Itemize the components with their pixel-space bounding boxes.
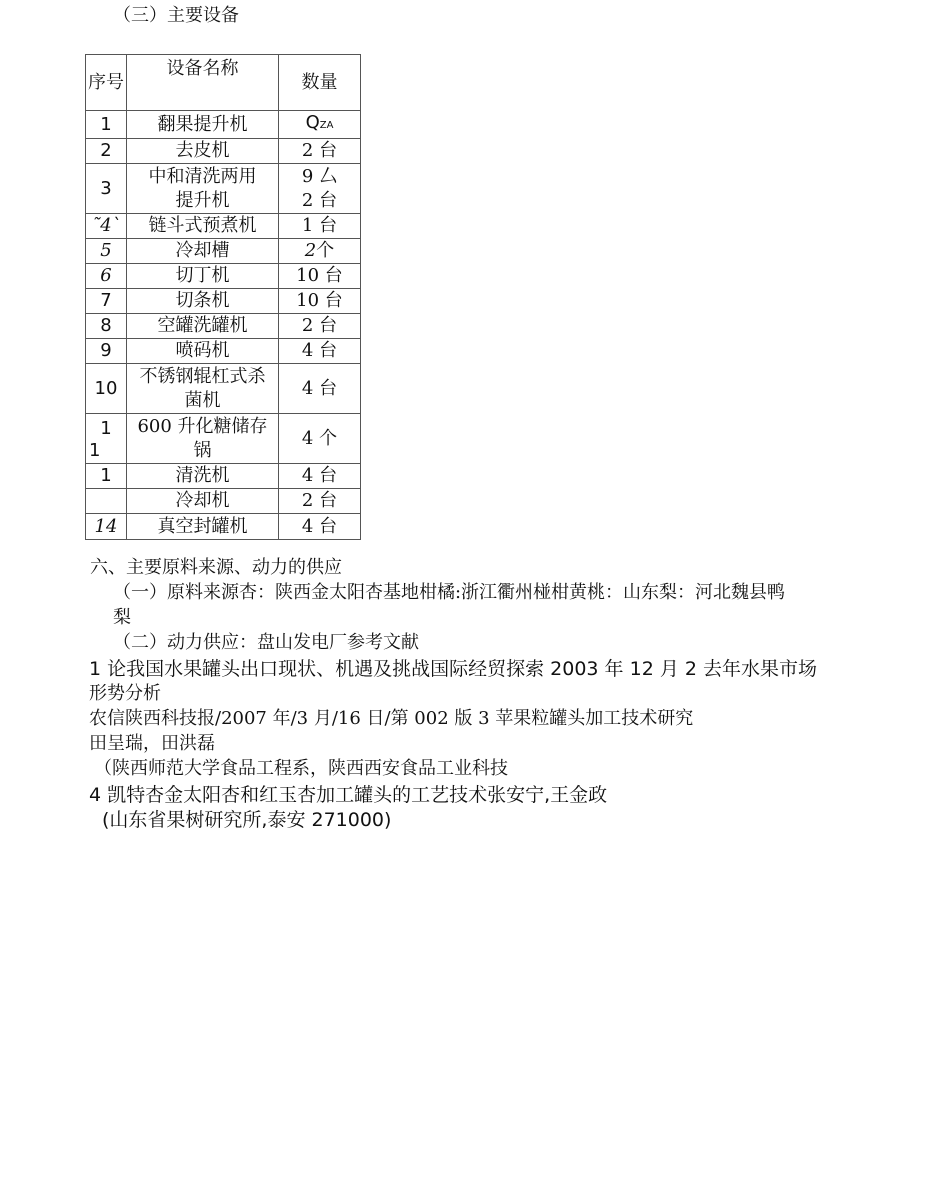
row-qty: 9 厶 2 台	[279, 164, 361, 214]
row-no: 8	[86, 314, 127, 339]
table-row	[86, 414, 361, 464]
row-qty: 4 台	[279, 339, 361, 364]
row-name: 不锈钢辊杠式杀 菌机	[127, 364, 279, 414]
row-qty: 2个	[279, 239, 361, 264]
table-row	[86, 339, 361, 364]
row-name: 清洗机	[127, 464, 279, 489]
reference-1-cont: 形势分析	[89, 683, 161, 704]
row-no: ˜4ˋ	[86, 214, 127, 239]
table-row	[86, 514, 361, 540]
row-name: 冷却槽	[127, 239, 279, 264]
table-row	[86, 489, 361, 514]
row-name: 中和清洗两用 提升机	[127, 164, 279, 214]
row-no: 9	[86, 339, 127, 364]
row-name: 600 升化糖储存 锅	[127, 414, 279, 464]
row-no: 1	[86, 111, 127, 139]
row-no: 7	[86, 289, 127, 314]
table-row	[86, 314, 361, 339]
table-row	[86, 464, 361, 489]
row-no	[86, 489, 127, 514]
row-name: 喷码机	[127, 339, 279, 364]
reference-authors: 田呈瑞，田洪磊	[89, 733, 215, 754]
row-qty: 2 台	[279, 314, 361, 339]
section-title: （三）主要设备	[113, 5, 239, 26]
section6-para1-cont: 梨	[113, 607, 131, 628]
header-name: 设备名称	[127, 55, 279, 111]
row-no: 1	[86, 464, 127, 489]
row-name: 去皮机	[127, 139, 279, 164]
row-qty: 10 台	[279, 289, 361, 314]
row-no: 1 1	[86, 414, 127, 464]
section6-para2: （二）动力供应：盘山发电厂参考文献	[113, 632, 419, 653]
table-row	[86, 214, 361, 239]
row-name: 链斗式预煮机	[127, 214, 279, 239]
row-qty: 4 台	[279, 464, 361, 489]
table-row	[86, 111, 361, 139]
equipment-table	[85, 54, 361, 540]
table-header-row	[86, 55, 361, 111]
row-qty: 4 台	[279, 364, 361, 414]
row-name: 空罐洗罐机	[127, 314, 279, 339]
reference-2: 农信陕西科技报/2007 年/3 月/16 日/第 002 版 3 苹果粒罐头加工技术研究	[89, 708, 694, 729]
table-row	[86, 239, 361, 264]
table-row	[86, 289, 361, 314]
row-no: 10	[86, 364, 127, 414]
header-qty: 数量	[279, 55, 361, 111]
table-row	[86, 164, 361, 214]
row-no: 14	[86, 514, 127, 540]
row-qty: 10 台	[279, 264, 361, 289]
row-no: 2	[86, 139, 127, 164]
section6-para1: （一）原料来源杏：陕西金太阳杏基地柑橘:浙江衢州椪柑黄桃：山东梨：河北魏县鸭	[113, 582, 786, 603]
row-qty: 4 台	[279, 514, 361, 540]
row-no: 5	[86, 239, 127, 264]
row-qty: 2 台	[279, 139, 361, 164]
row-name: 切条机	[127, 289, 279, 314]
row-name: 切丁机	[127, 264, 279, 289]
row-qty: QZA	[279, 111, 361, 139]
reference-4: 4 凯特杏金太阳杏和红玉杏加工罐头的工艺技术张安宁,王金政	[89, 784, 608, 806]
header-no: 序号	[86, 55, 127, 111]
row-name: 翻果提升机	[127, 111, 279, 139]
section6-title: 六、主要原料来源、动力的供应	[90, 557, 342, 578]
table-row	[86, 364, 361, 414]
row-name: 真空封罐机	[127, 514, 279, 540]
row-qty: 2 台	[279, 489, 361, 514]
table-row	[86, 139, 361, 164]
table-row	[86, 264, 361, 289]
reference-affiliation: （陕西师范大学食品工程系，陕西西安食品工业科技	[94, 758, 508, 779]
reference-1: 1 论我国水果罐头出口现状、机遇及挑战国际经贸探索 2003 年 12 月 2 去年水果市场	[89, 658, 817, 680]
row-name: 冷却机	[127, 489, 279, 514]
row-no: 6	[86, 264, 127, 289]
row-qty: 1 台	[279, 214, 361, 239]
row-no: 3	[86, 164, 127, 214]
reference-4-affiliation: (山东省果树研究所,泰安 271000)	[102, 809, 392, 831]
row-qty: 4 个	[279, 414, 361, 464]
